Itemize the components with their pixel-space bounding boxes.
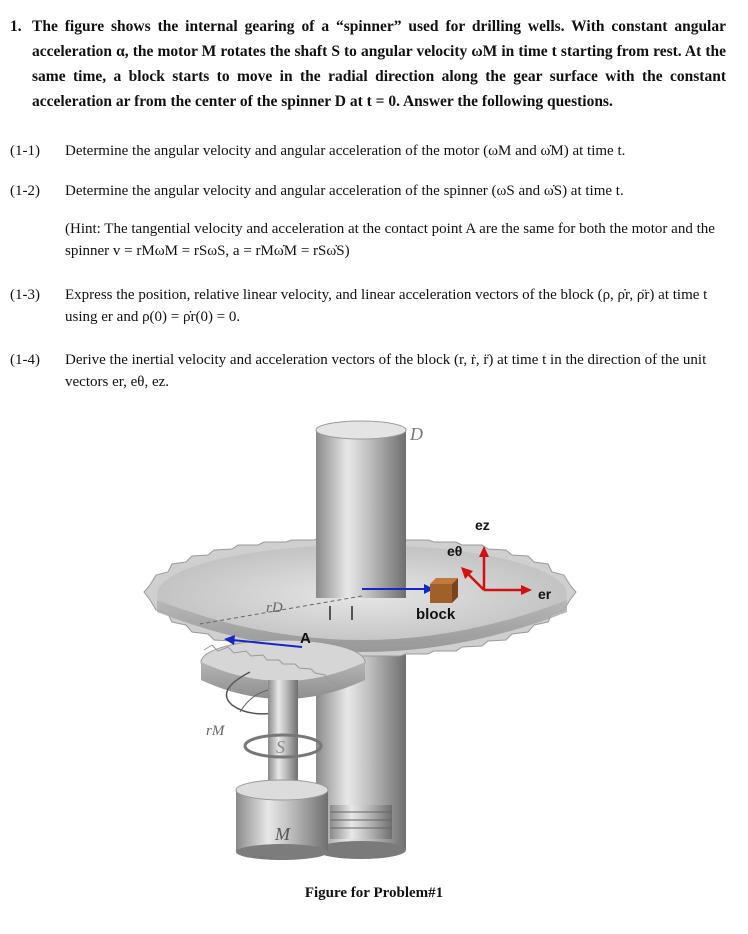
subproblem-text: Determine the angular velocity and angular acceleration of the motor (ωM and ω̇M) at time t. bbox=[65, 143, 626, 159]
subproblem-text: Express the position, relative linear velocity, and linear acceleration vectors of the block (ρ, ρ̇r, ρ̈r) at time t using er and ρ(0) = ρ̇r(0) = 0. bbox=[65, 287, 708, 325]
label-rD: rD bbox=[266, 600, 283, 616]
label-rM: rM bbox=[206, 723, 225, 739]
label-er: er bbox=[538, 586, 552, 602]
spinner-shaft-top bbox=[316, 421, 406, 439]
problem-statement bbox=[10, 14, 726, 114]
subproblem-text: Derive the inertial velocity and acceleration vectors of the block (r, ṙ, r̈) at time t in the direction of the unit vectors er, eθ, ez. bbox=[65, 352, 707, 390]
subproblem-1-1 bbox=[10, 140, 726, 162]
label-ez: ez bbox=[475, 517, 490, 533]
subproblem-label: (1-1) bbox=[10, 143, 40, 159]
figure-caption: Figure for Problem#1 bbox=[304, 885, 444, 901]
label-D: D bbox=[410, 424, 423, 444]
subproblem-label: (1-4) bbox=[10, 352, 40, 368]
label-etheta: eθ bbox=[447, 543, 463, 559]
subproblem-label: (1-3) bbox=[10, 287, 40, 303]
subproblem-text: Determine the angular velocity and angular acceleration of the spinner (ωS and ω̇S) at time t. bbox=[65, 183, 624, 199]
label-S: S bbox=[276, 737, 285, 757]
spinner-figure bbox=[130, 405, 600, 875]
subproblem-1-4 bbox=[10, 349, 726, 393]
spinner-shaft-bottom bbox=[316, 841, 406, 859]
label-A: A bbox=[300, 630, 311, 647]
subproblem-label: (1-2) bbox=[10, 183, 40, 199]
block-shape bbox=[430, 578, 458, 603]
subproblem-1-2 bbox=[10, 180, 726, 202]
problem-text: The figure shows the internal gearing of a “spinner” used for drilling wells. With constant angular acceleration α, the motor M rotates the shaft S to angular velocity ωM in time t starting from rest. At the same time, a block starts to move in the radial direction along the gear surface with the constant acceleration ar from the center of the spinner D at t = 0. Answer the following questions. bbox=[32, 18, 726, 110]
hint-text: (Hint: The tangential velocity and acceleration at the contact point A are the same for both the motor and the spinner v = rMωM = rSωS, a = rMω̇M = rSω̇S) bbox=[65, 221, 715, 259]
label-block: block bbox=[416, 606, 456, 623]
spinner-shaft-collar bbox=[330, 805, 392, 839]
spinner-shaft-upper bbox=[316, 430, 406, 598]
label-M: M bbox=[275, 824, 290, 844]
problem-number: 1. bbox=[10, 18, 22, 35]
subproblem-1-3 bbox=[10, 284, 726, 328]
